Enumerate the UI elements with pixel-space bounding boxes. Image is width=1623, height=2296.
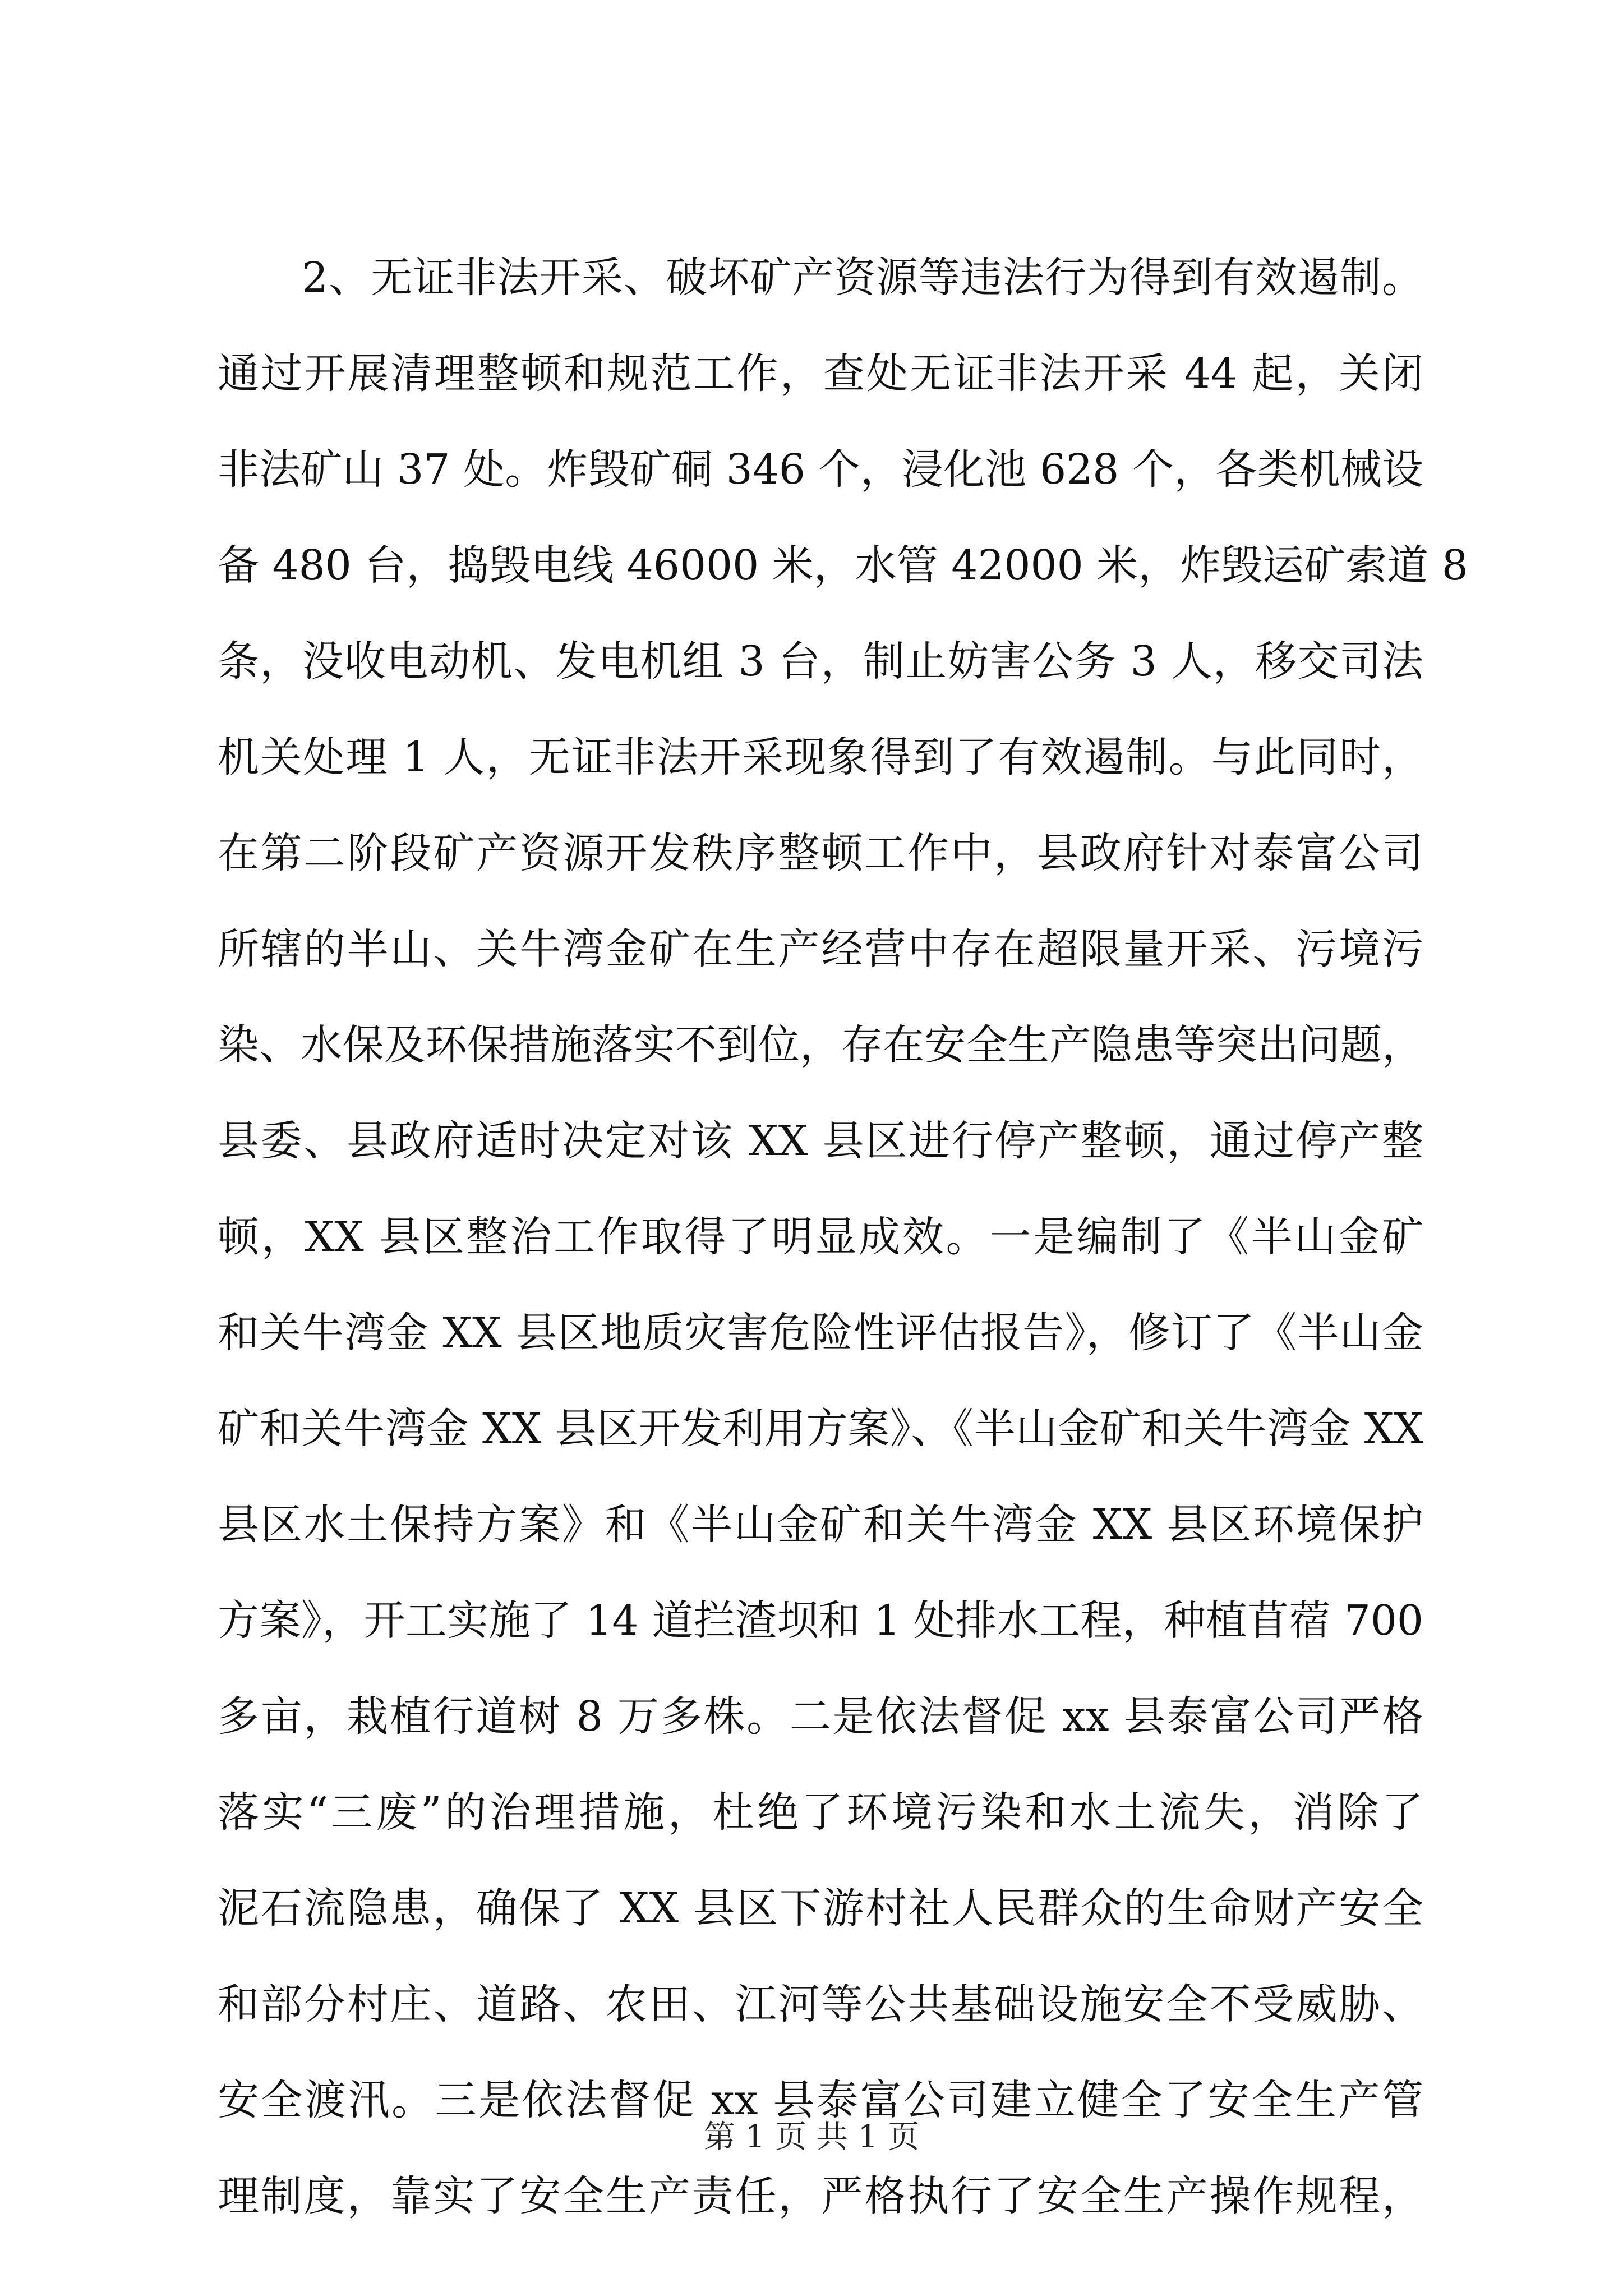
text-line: 多亩，栽植行道树 8 万多株。二是依法督促 xx 县泰富公司严格 xyxy=(218,1692,1423,1741)
text-line: 在第二阶段矿产资源开发秩序整顿工作中，县政府针对泰富公司 xyxy=(218,829,1423,877)
text-line: 机关处理 1 人，无证非法开采现象得到了有效遏制。与此同时， xyxy=(218,733,1423,781)
text-line: 落实“三废”的治理措施，杜绝了环境污染和水土流失，消除了 xyxy=(218,1788,1423,1837)
text-line: 县区水土保持方案》和《半山金矿和关牛湾金 XX 县区环境保护 xyxy=(218,1501,1423,1549)
text-line: 非法矿山 37 处。炸毁矿硐 346 个，浸化池 628 个，各类机械设 xyxy=(218,445,1423,494)
text-line: 所辖的半山、关牛湾金矿在生产经营中存在超限量开采、污境污 xyxy=(218,925,1423,973)
text-line: 矿和关牛湾金 XX 县区开发利用方案》、《半山金矿和关牛湾金 XX xyxy=(218,1405,1423,1453)
text-line: 备 480 台，捣毁电线 46000 米，水管 42000 米，炸毁运矿索道 8 xyxy=(218,541,1468,590)
text-line: 泥石流隐患，确保了 XX 县区下游村社人民群众的生命财产安全 xyxy=(218,1884,1423,1932)
body-paragraph xyxy=(218,230,1468,2244)
text-line: 安全渡汛。三是依法督促 xx 县泰富公司建立健全了安全生产管 xyxy=(218,2076,1423,2124)
text-line: 2、无证非法开采、破坏矿产资源等违法行为得到有效遏制。 xyxy=(302,254,1423,302)
page-footer: 第 1 页 共 1 页 xyxy=(703,2119,920,2155)
text-line: 顿，XX 县区整治工作取得了明显成效。一是编制了《半山金矿 xyxy=(218,1213,1423,1261)
text-line: 通过开展清理整顿和规范工作，查处无证非法开采 44 起，关闭 xyxy=(218,349,1423,398)
text-line: 和部分村庄、道路、农田、江河等公共基础设施安全不受威胁、 xyxy=(218,1980,1423,2028)
text-line: 条，没收电动机、发电机组 3 台，制止妨害公务 3 人，移交司法 xyxy=(218,637,1423,685)
text-line: 理制度，靠实了安全生产责任，严格执行了安全生产操作规程， xyxy=(218,2172,1423,2220)
text-line: 县委、县政府适时决定对该 XX 县区进行停产整顿，通过停产整 xyxy=(218,1117,1423,1165)
text-line: 方案》，开工实施了 14 道拦渣坝和 1 处排水工程，种植苜蓿 700 xyxy=(218,1596,1423,1645)
text-line: 和关牛湾金 XX 县区地质灾害危险性评估报告》，修订了《半山金 xyxy=(218,1309,1423,1357)
text-line: 染、水保及环保措施落实不到位，存在安全生产隐患等突出问题， xyxy=(218,1021,1423,1069)
